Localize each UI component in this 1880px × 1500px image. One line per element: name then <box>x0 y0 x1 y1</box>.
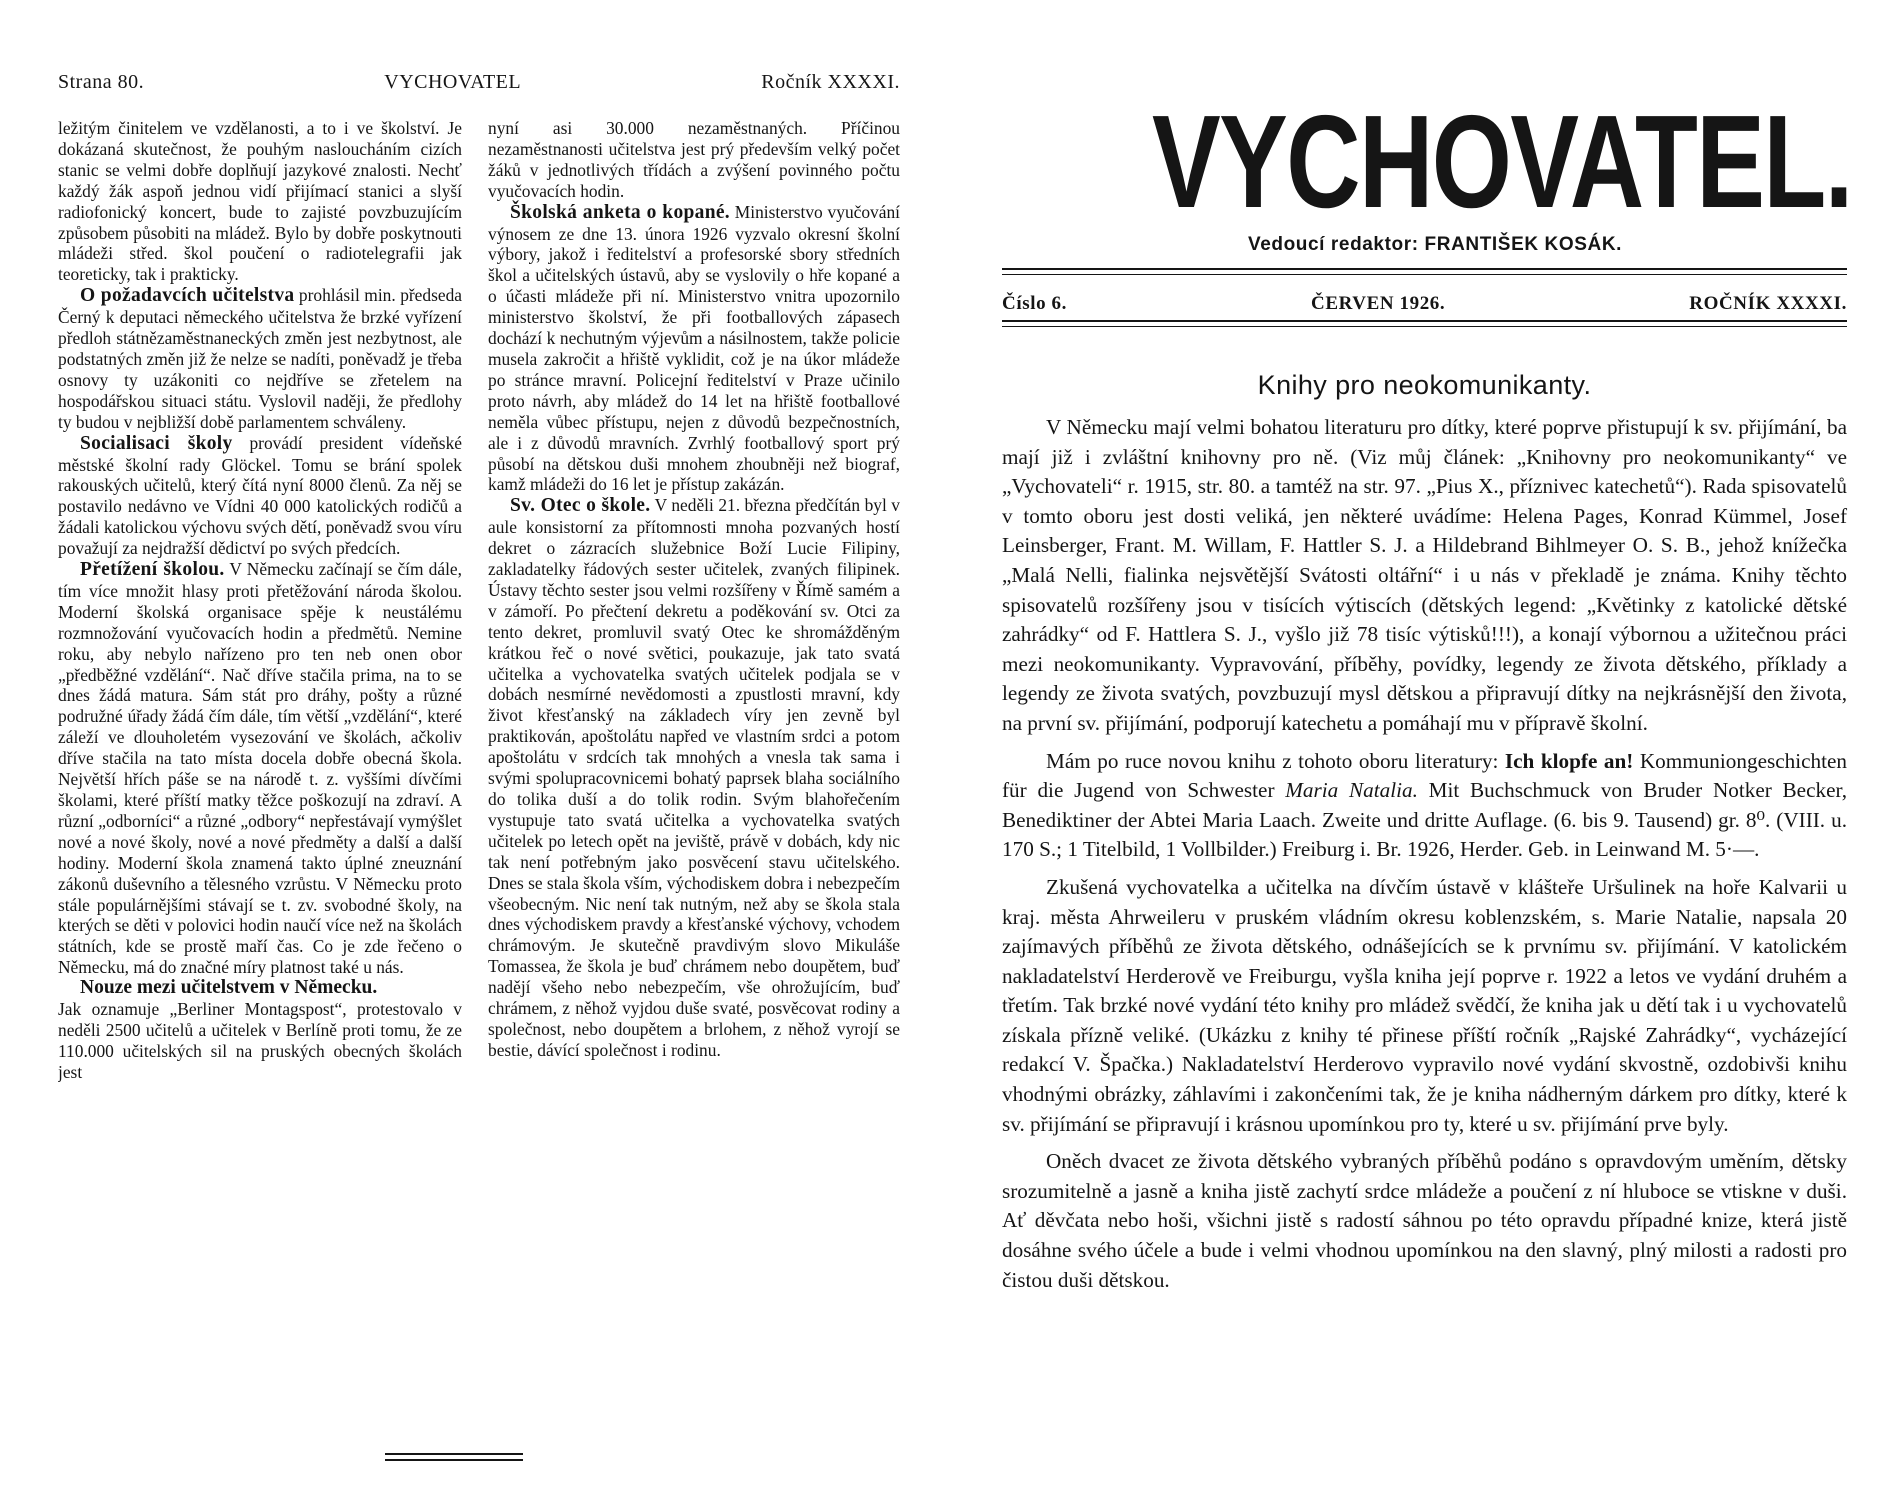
paragraph: Zkušená vychovatelka a učitelka na dívčím ústavě v klášteře Uršulinek na hoře Kalvarii u kraj. města Ahrweileru v pruském vládním okresu koblenzském, s. Marie Natalie, napsala 20 zajímavých příběhů ze života dětského, odnášejících se k prvnímu sv. přijímání. V katolickém nakladatelství Herderově ve Freiburgu, vyšla kniha její poprve r. 1922 a letos ve vydání druhém a třetím. Tak brzké nové vydání této knihy pro mládež svědčí, že kniha jak u dětí tak i u vychovatelů získala přízně veliké. (Ukázku z knihy té přinese příští ročník „Rajské Zahrádky“, vycházející redakcí V. Špačka.) Nakladatelství Herderovo vypravilo nové vydání skvostně, ozdobivši knihu vhodnými obrázky, záhlavími i zakončeními tak, že je kniha nádherným dárkem pro dítky, které k sv. přijímání se připravují i krásnou upomínkou pro ty, které u sv. přijímání prve byly. <box>1002 874 1847 1136</box>
paragraph <box>58 433 462 559</box>
paragraph <box>58 285 462 432</box>
section-heading: Školská anketa o kopané. <box>510 201 730 223</box>
paragraph: Jak oznamuje „Berliner Montagspost“, protestovalo v neděli 2500 učitelů a učitelek v Berlíně proti tomu, že ze 110.000 učitelských sil na pruských obecných školách jest <box>58 999 462 1082</box>
paragraph <box>488 202 900 496</box>
page-number: Strana 80. <box>58 70 145 93</box>
end-rule <box>385 1453 523 1455</box>
paragraph: ležitým činitelem ve vzdělanosti, a to i ve školství. Je dokázaná skutečnost, že pouhým nasloucháním cizích stanic se velmi dobře doplňují jazykové znalosti. Nechť každý žák aspoň jednou vidí přijímací stanici a slyší radiofonický koncert, bude to zajisté povzbuzujícím způsobem působiti na mládež. Bylo by dobře poskytnouti mládeži střed. škol poučení o radiotelegrafii jak teoreticky, tak i prakticky. <box>58 118 462 285</box>
paragraph-text: Mám po ruce novou knihu z tohoto oboru literatury: <box>1046 748 1505 773</box>
masthead-title: VYCHOVATEL. <box>1152 88 1852 235</box>
left-page <box>0 0 910 1500</box>
paragraph-text: V Německu začínají se čím dále, tím více množit hlasy proti přetěžování národa školou. Moderní školská organisace spěje k neustálému rozmnožování vyučovacích hodin a předmětů. Nemine roku, aby nebylo nařízeno pro ten neb onen obor „předběžné vzdělání“. Nač dříve stačila prima, na to se dnes žádá matura. Sám stát pro dráhy, pošty a různé podružné úřady žádá čím dále, tím větší „vzdělání“, které záleží ve dlouholetém vysezování ve školách, ačkoliv dříve stačila na tato místa docela dobře obecná škola. Největší hřích páše se na národě t. z. vyššími dívčími školami, které příští matky těžce poškozují na zdraví. A různí „odborníci“ a různé „odbory“ nepřestávají vymýšlet nové a nové školy, nové a nové předměty a další a další hodiny. Moderní škola znamená takto úplné zneuznání zákonů duševního a tělesného vzrůstu. V Německu proto stále populárnějšími stávají se t. zv. svobodné školy, na kterých se děti v polovici hodin naučí více než na školách státních, kde se prostě maří čas. Co je zde řečeno o Německu, má do značné míry platnost také u nás. <box>58 559 462 978</box>
column-2 <box>488 118 900 1438</box>
paragraph: nyní asi 30.000 nezaměstnaných. Příčinou nezaměstnanosti učitelstva jest prý především velký počet žáků v jednotlivých třídách a zvýšení povinného počtu vyučovacích hodin. <box>488 118 900 201</box>
issue-number: Číslo 6. <box>1002 293 1067 314</box>
paragraph: Oněch dvacet ze života dětského vybraných příběhů podáno s opravdovým uměním, dětsky srozumitelně a jasně a kniha jistě zachytí srdce mládeže a poučení z ní hluboce se vtiskne v duši. Ať děvčata nebo hoši, všichni jistě s radostí sáhnou po této opravdu případné knize, která jistě dosáhne svého účele a bude i velmi vhodnou upomínkou na den slavný, plný milosti a radosti pro čistou duši dětskou. <box>1002 1149 1847 1292</box>
paragraph <box>488 495 900 1060</box>
paragraph-text: Ministerstvo vyučování výnosem ze dne 13. února 1926 vyzvalo okresní školní výbory, jakož i ředitelství a profesorské sbory středních škol a učitelských ústavů, aby se vyslovily o hře kopané a o účasti mládeže při ní. Ministerstvo vnitra upozornilo ministerstvo školství, že při footballových zápasech dochází k nechutným výjevům a násilnostem, takže policie musela zakročit a hřiště vyklidit, což je na úkor mládeže po stránce mravní. Policejní ředitelství v Praze učinilo proto návrh, aby mládež do 14 let na hřiště footballové neměla vůbec přístupu, nejen z důvodů bezpečnostních, ale i z důvodů mravních. Zvrhlý footballový sport prý působí na dětskou duši mnohem zhoubněji než biograf, kamž mládeži do 16 let je přístup zakázán. <box>488 201 900 495</box>
volume-label: Ročník XXXXI. <box>761 70 900 93</box>
column-1 <box>58 118 462 1438</box>
divider <box>1002 268 1847 270</box>
article-body <box>1002 413 1847 1303</box>
right-page <box>960 0 1880 1500</box>
section-heading: Socialisaci školy <box>80 432 233 454</box>
paragraph <box>1002 747 1847 865</box>
section-heading: Přetížení školou. <box>80 559 225 581</box>
editor-line: Vedoucí redaktor: FRANTIŠEK KOSÁK. <box>1247 234 1623 255</box>
paragraph <box>58 559 462 978</box>
paragraph-text: prohlásil min. předseda Černý k deputaci německého učitelstva že brzké vyřízení předloh státnězaměstnaneckých změn jest nezbytnost, ale podstatných změn již že nelze se nadíti, poněvadž je třeba osnovy ty uzákoniti co nejdříve se zřetelem na hospodářskou situaci státu. Vyslovil naději, že předlohy ty budou v nejbližší době parlamentem schváleny. <box>58 285 462 432</box>
divider <box>1002 274 1847 275</box>
article-title: Knihy pro neokomunikanty. <box>1257 370 1592 400</box>
paragraph-text: Kommuniongeschichten für die Jugend von Schwester <box>1002 748 1847 803</box>
paragraph-text: provádí president vídeňské městské školní rady Glöckel. Tomu se brání spolek rakouských učitelů, který čítá nyní 8000 členů. Za něj se postavilo nedávno ve Vídni 40 000 katolických rodičů a žádali katolickou výchovu svých dětí, poněvadž svou víru považují za nejdražší dědictví po svých předcích. <box>58 432 462 559</box>
book-author: Maria Natalia. <box>1285 778 1418 803</box>
issue-volume: ROČNÍK XXXXI. <box>1689 293 1847 314</box>
issue-date: ČERVEN 1926. <box>1311 293 1446 314</box>
divider <box>1002 326 1847 327</box>
section-heading: O požadavcích učitelstva <box>80 285 295 307</box>
paragraph-text: Mit Buchschmuck von Bruder Notker Becker, Benediktiner der Abtei Maria Laach. Zweite und dritte Auflage. (6. bis 9. Tausend) gr. 8⁰. (VIII. u. 170 S.; 1 Titelbild, 1 Vollbilder.) Freiburg i. Br. 1926, Herder. Geb. in Leinwand M. 5·—. <box>1002 778 1847 862</box>
paragraph-text: V neděli 21. března předčítán byl v aule konsistorní za přítomnosti mnoha pozvaných hostí dekret o zázracích služebnice Boží Lucie Filipiny, zakladatelky řádových sester učitelek, zvaných filipinek. Ústavy těchto sester jsou velmi rozšířeny v Římě samém a v zámoří. Po přečtení dekretu a poděkování sv. Otci za tento dekret, promluvil svatý Otec ke shromážděným krátkou řeč o nové světici, poukazuje, jak tato svatá učitelka a vychovatelka svatých učitelek podjala se v dobách nesmírné nevědomosti a zpustlosti mravní, kdy život křesťanský na základech víry jen zevně byl praktikován, apoštolátu napřed ve vlastním srdci a potom apoštolátu v srdcích tak mnohých a vnesla tak sama i svými spolupracovnicemi bohatý paprsek blaha sociálního do tolika duší a do tolik rodin. Svým blahořečením vystupuje tato svatá učitelka a vychovatelka svatých učitelek po letech opět na jeviště, právě v dobách, kdy nic tak není potřebným jako posvěcení stavu učitelského. Dnes se stala škola vším, východiskem dobra i nebezpečím všeobecným. Nic není tak nutným, než aby se škola stala dnes východiskem pravdy a křesťanské výchovy, vchodem chrámovým. Je skutečně pravdivým slovo Mikuláše Tomassea, že škola je buď chrámem nebo doupětem, buď nadějí všeho nebo nebezpečím, vše ohrožujícím, buď chrámem, z něhož vyjdou duše svaté, posvěcovat rodiny a společnost, nebo doupětem a brlohem, z něhož vyrojí se bestie, dávící společnost i rodinu. <box>488 495 900 1060</box>
paragraph: V Německu mají velmi bohatou literaturu pro dítky, které poprve přistupují k sv. přijímání, ba mají již i zvláštní knihovny pro ně. (Viz můj článek: „Knihovny pro neokomunikanty“ ve „Vychovateli“ r. 1915, str. 80. a tamtéž na str. 97. „Pius X., příznivec katechetů“). Rada spisovatelů v tomto oboru jest dosti veliká, jen některé uvádíme: Helena Pages, Konrad Kümmel, Josef Leinsberger, Frant. M. Willam, F. Hattler S. J. a Hildebrand Bihlmeyer O. S. B., jehož knížečka „Malá Nelli, fialinka nejsvětější Svátosti oltářní“ i u nás v překladě je známa. Knihy těchto spisovatelů rozšířeny jsou v tisících výtiscích (dětských legend: „Květinky z katolické dětské zahrádky“ od F. Hattlera S. J., vyšlo již 78 tisíc výtisků!!!), a konají výbornou a užitečnou práci mezi neokomunikanty. Vypravování, příběhy, povídky, legendy ze života dětského, příklady a legendy ze života svatých, povzbuzují mysl dětskou a připravují dítky na nejkrásnější den života, na první sv. přijímání, podporují katechetu a pomáhají mu v přípravě školní. <box>1002 415 1847 735</box>
running-head <box>58 66 900 98</box>
divider <box>1002 320 1847 322</box>
issue-line <box>1002 292 1847 316</box>
book-title: Ich klopfe an! <box>1504 748 1634 773</box>
section-heading: Nouze mezi učitelstvem v Německu. <box>80 977 378 999</box>
section-heading: Sv. Otec o škole. <box>510 495 651 517</box>
end-rule <box>385 1459 523 1461</box>
running-title: VYCHOVATEL <box>384 70 522 93</box>
